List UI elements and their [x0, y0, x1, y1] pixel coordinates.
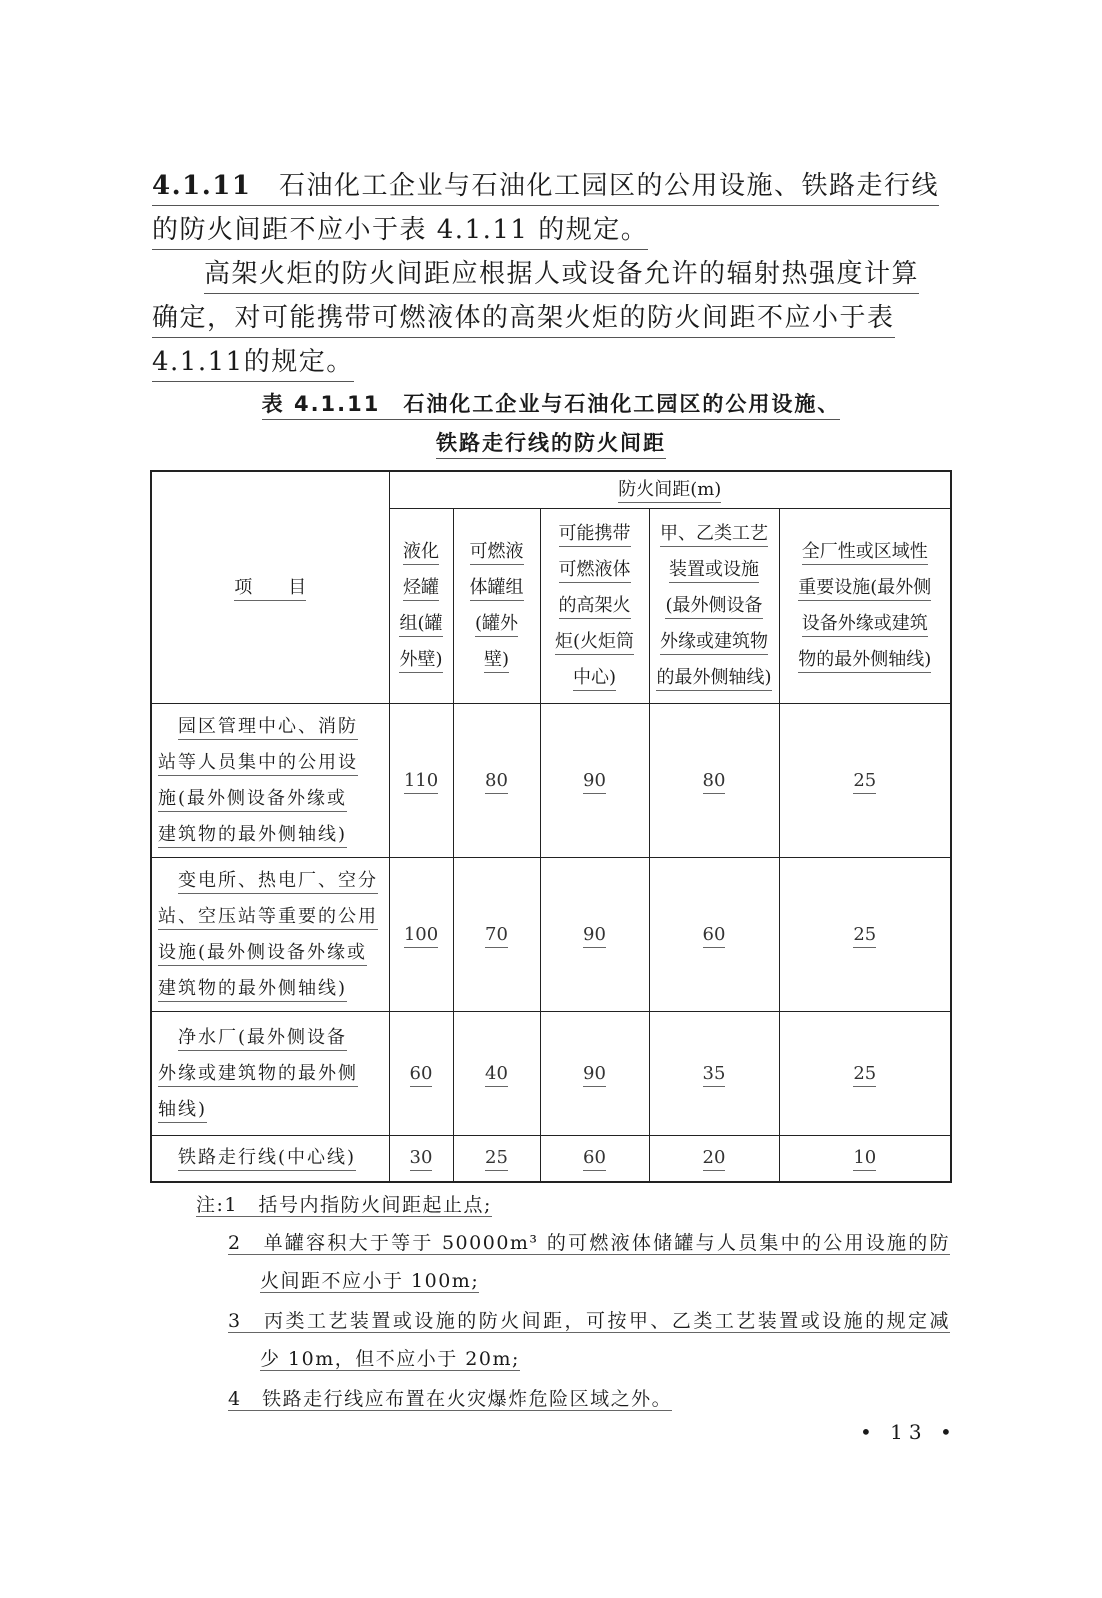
header-col-line: 重要设施(最外侧: [798, 577, 931, 601]
value-cell: [649, 858, 779, 1012]
header-col-line: (罐外: [475, 613, 518, 637]
caption-text: 铁路走行线的防火间距: [436, 431, 666, 459]
header-col-line: 可燃液: [470, 541, 524, 565]
section-title-text: 石油化工企业与石油化工园区的公用设施、铁路走行线: [278, 171, 939, 201]
header-col-line: 炬(火炬筒: [555, 631, 634, 655]
table-row: [151, 704, 951, 858]
note-text: 少 10m，但不应小于 20m;: [260, 1348, 520, 1370]
header-col-line: 外缘或建筑物: [660, 631, 768, 655]
distance-value: 80: [485, 770, 508, 794]
distance-value: 10: [853, 1147, 876, 1171]
value-cell: [649, 704, 779, 858]
table-row: [151, 858, 951, 1012]
paragraph-line: [152, 298, 952, 342]
header-col-line: 壁): [484, 649, 509, 673]
note-text: 注:1 括号内指防火间距起止点;: [196, 1194, 492, 1216]
header-col-line: 可能携带: [559, 523, 631, 547]
header-col-line: 组(罐: [399, 613, 442, 637]
value-cell: [779, 1012, 951, 1136]
header-col-line: 液化: [403, 541, 439, 565]
header-col-line: 体罐组: [470, 577, 524, 601]
note-2-cont: [260, 1264, 479, 1298]
row-label-cell: [151, 704, 389, 858]
header-col-line: 的高架火: [559, 595, 631, 619]
note-3: [228, 1304, 950, 1338]
distance-value: 25: [485, 1147, 508, 1171]
value-cell: [779, 1136, 951, 1182]
caption-text: 表 4.1.11 石油化工企业与石油化工园区的公用设施、: [262, 392, 841, 420]
value-cell: [779, 858, 951, 1012]
distance-value: 30: [410, 1147, 433, 1171]
value-cell: [540, 1012, 649, 1136]
header-col-line: 装置或设施: [669, 559, 759, 583]
distance-value: 35: [703, 1063, 726, 1087]
header-col-3: [540, 509, 649, 704]
distance-value: 90: [583, 924, 606, 948]
distance-value: 110: [404, 770, 438, 794]
value-cell: [389, 1136, 453, 1182]
header-group-cell: [389, 471, 951, 509]
distance-value: 25: [853, 1063, 876, 1087]
section-number: 4.1.11: [152, 171, 252, 201]
distance-value: 90: [583, 1063, 606, 1087]
header-col-line: 甲、乙类工艺: [660, 523, 768, 547]
section-paragraph-1: [152, 166, 952, 254]
table-row: [151, 1136, 951, 1182]
note-text: 4 铁路走行线应布置在火灾爆炸危险区域之外。: [228, 1388, 673, 1410]
distance-value: 40: [485, 1063, 508, 1087]
row-label-line: 建筑物的最外侧轴线): [158, 824, 347, 848]
table-header-row: [151, 471, 951, 509]
row-label-line: 铁路走行线(中心线): [178, 1147, 356, 1171]
note-text: 2 单罐容积大于等于 50000m³ 的可燃液体储罐与人员集中的公用设施的防: [228, 1232, 950, 1254]
para2-line1: 高架火炬的防火间距应根据人或设备允许的辐射热强度计算: [204, 255, 919, 294]
table-caption-line-2: [0, 427, 1102, 457]
distance-value: 25: [853, 924, 876, 948]
value-cell: [453, 858, 540, 1012]
header-col-4: [649, 509, 779, 704]
header-col-line: (最外侧设备: [665, 595, 762, 619]
distance-value: 60: [703, 924, 726, 948]
header-col-line: 全厂性或区域性: [802, 541, 928, 565]
paragraph-line: [152, 210, 952, 254]
value-cell: [453, 1012, 540, 1136]
note-4: [228, 1382, 672, 1416]
value-cell: [649, 1136, 779, 1182]
row-label-line: 施(最外侧设备外缘或: [158, 788, 347, 812]
value-cell: [453, 1136, 540, 1182]
value-cell: [779, 704, 951, 858]
table-caption-line-1: [0, 388, 1102, 418]
value-cell: [540, 704, 649, 858]
header-group-label: 防火间距(m): [618, 479, 721, 503]
row-label-line: 站等人员集中的公用设: [158, 752, 358, 776]
row-label-line: 园区管理中心、消防: [178, 716, 358, 740]
page-number: • 13 •: [860, 1420, 958, 1444]
row-label-line: 外缘或建筑物的最外侧: [158, 1063, 358, 1087]
value-cell: [649, 1012, 779, 1136]
table-row: [151, 1012, 951, 1136]
note-1: [196, 1188, 492, 1222]
value-cell: [540, 858, 649, 1012]
header-col-line: 可燃液体: [559, 559, 631, 583]
row-label-line: 净水厂(最外侧设备: [178, 1027, 347, 1051]
paragraph-line: [152, 342, 952, 386]
header-col-2: [453, 509, 540, 704]
fire-distance-table: [150, 470, 952, 1183]
paragraph-line: [152, 166, 952, 210]
value-cell: [389, 858, 453, 1012]
header-col-line: 的最外侧轴线): [656, 667, 771, 691]
value-cell: [389, 1012, 453, 1136]
note-3-cont: [260, 1342, 520, 1376]
value-cell: [540, 1136, 649, 1182]
note-text: 3 丙类工艺装置或设施的防火间距，可按甲、乙类工艺装置或设施的规定减: [228, 1310, 950, 1332]
distance-value: 25: [853, 770, 876, 794]
distance-value: 90: [583, 770, 606, 794]
para2-line2: 确定，对可能携带可燃液体的高架火炬的防火间距不应小于表: [152, 299, 895, 338]
section-line-2: 的防火间距不应小于表 4.1.11 的规定。: [152, 211, 648, 250]
paragraph-line: [152, 254, 952, 298]
header-col-line: 设备外缘或建筑: [802, 613, 928, 637]
distance-value: 80: [703, 770, 726, 794]
row-label-line: 设施(最外侧设备外缘或: [158, 942, 367, 966]
header-col-line: 中心): [573, 667, 616, 691]
distance-value: 60: [583, 1147, 606, 1171]
row-label-cell: [151, 1136, 389, 1182]
value-cell: [453, 704, 540, 858]
row-label-line: 站、空压站等重要的公用: [158, 906, 378, 930]
header-col-5: [779, 509, 951, 704]
header-item-label: 项 目: [234, 577, 306, 601]
distance-value: 100: [404, 924, 438, 948]
section-paragraph-2: [152, 254, 952, 386]
row-label-line: 变电所、热电厂、空分: [178, 870, 378, 894]
distance-value: 70: [485, 924, 508, 948]
distance-value: 20: [703, 1147, 726, 1171]
header-col-line: 外壁): [399, 649, 442, 673]
row-label-line: 建筑物的最外侧轴线): [158, 978, 347, 1002]
para2-line3: 4.1.11的规定。: [152, 343, 354, 382]
value-cell: [389, 704, 453, 858]
header-col-line: 物的最外侧轴线): [798, 649, 931, 673]
row-label-cell: [151, 858, 389, 1012]
row-label-line: 轴线): [158, 1099, 207, 1123]
note-text: 火间距不应小于 100m;: [260, 1270, 480, 1292]
row-label-cell: [151, 1012, 389, 1136]
note-2: [228, 1226, 950, 1260]
header-col-1: [389, 509, 453, 704]
header-item-cell: [151, 471, 389, 704]
distance-value: 60: [410, 1063, 433, 1087]
header-col-line: 烃罐: [403, 577, 439, 601]
